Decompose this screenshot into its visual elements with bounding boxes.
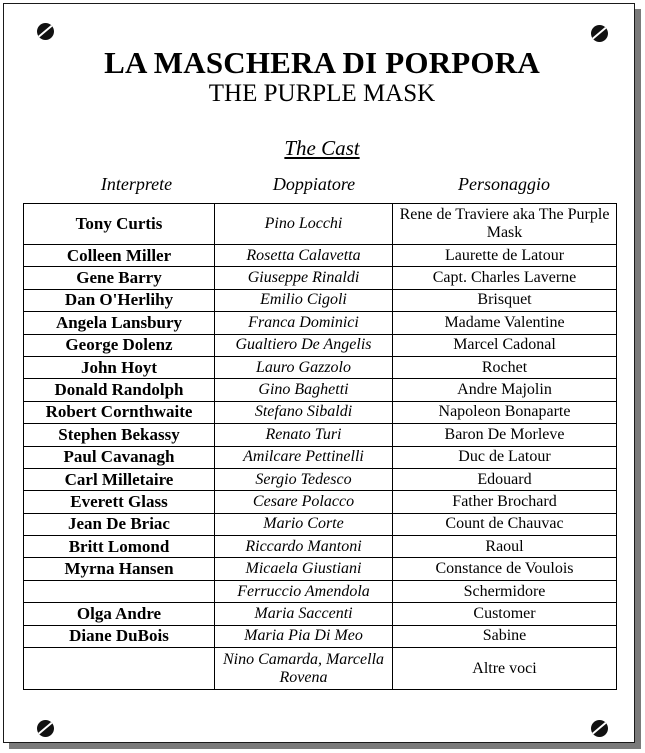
character-cell: Customer bbox=[393, 603, 617, 625]
character-cell: Altre voci bbox=[393, 648, 617, 690]
screw-icon bbox=[591, 25, 608, 42]
character-cell: Constance de Voulois bbox=[393, 558, 617, 580]
actor-cell: Tony Curtis bbox=[24, 204, 215, 245]
table-row bbox=[24, 289, 617, 311]
column-header-interprete: Interprete bbox=[100, 174, 173, 194]
voice-actor-cell: Micaela Giustiani bbox=[215, 558, 393, 580]
table-row bbox=[24, 513, 617, 535]
voice-actor-cell: Renato Turi bbox=[215, 424, 393, 446]
character-cell: Raoul bbox=[393, 536, 617, 558]
actor-cell: Gene Barry bbox=[24, 267, 215, 289]
table-row bbox=[24, 580, 617, 602]
actor-cell: Everett Glass bbox=[24, 491, 215, 513]
table-row bbox=[24, 245, 617, 267]
column-header-doppiatore: Doppiatore bbox=[272, 174, 356, 194]
character-cell: Rene de Traviere aka The Purple Mask bbox=[393, 204, 617, 245]
table-row bbox=[24, 603, 617, 625]
table-row bbox=[24, 204, 617, 245]
table-row bbox=[24, 625, 617, 647]
actor-cell: Myrna Hansen bbox=[24, 558, 215, 580]
voice-actor-cell: Lauro Gazzolo bbox=[215, 356, 393, 378]
actor-cell: Robert Cornthwaite bbox=[24, 401, 215, 423]
character-cell: Laurette de Latour bbox=[393, 245, 617, 267]
voice-actor-cell: Giuseppe Rinaldi bbox=[215, 267, 393, 289]
character-cell: Brisquet bbox=[393, 289, 617, 311]
table-row bbox=[24, 379, 617, 401]
table-row bbox=[24, 267, 617, 289]
voice-actor-cell: Mario Corte bbox=[215, 513, 393, 535]
voice-actor-cell: Cesare Polacco bbox=[215, 491, 393, 513]
character-cell: Count de Chauvac bbox=[393, 513, 617, 535]
screw-icon bbox=[37, 23, 54, 40]
voice-actor-cell: Sergio Tedesco bbox=[215, 468, 393, 490]
table-row bbox=[24, 424, 617, 446]
actor-cell: Angela Lansbury bbox=[24, 312, 215, 334]
table-row bbox=[24, 401, 617, 423]
voice-actor-cell: Maria Saccenti bbox=[215, 603, 393, 625]
actor-cell: Carl Milletaire bbox=[24, 468, 215, 490]
character-cell: Marcel Cadonal bbox=[393, 334, 617, 356]
character-cell: Sabine bbox=[393, 625, 617, 647]
voice-actor-cell: Riccardo Mantoni bbox=[215, 536, 393, 558]
actor-cell: George Dolenz bbox=[24, 334, 215, 356]
cast-table bbox=[23, 203, 617, 690]
character-cell: Madame Valentine bbox=[393, 312, 617, 334]
actor-cell: Jean De Briac bbox=[24, 513, 215, 535]
page-subtitle: THE PURPLE MASK bbox=[208, 80, 436, 107]
voice-actor-cell: Nino Camarda, Marcella Rovena bbox=[215, 648, 393, 690]
voice-actor-cell: Amilcare Pettinelli bbox=[215, 446, 393, 468]
section-heading: The Cast bbox=[284, 136, 360, 160]
character-cell: Edouard bbox=[393, 468, 617, 490]
voice-actor-cell: Gualtiero De Angelis bbox=[215, 334, 393, 356]
voice-actor-cell: Pino Locchi bbox=[215, 204, 393, 245]
voice-actor-cell: Stefano Sibaldi bbox=[215, 401, 393, 423]
character-cell: Rochet bbox=[393, 356, 617, 378]
table-row bbox=[24, 312, 617, 334]
actor-cell: Colleen Miller bbox=[24, 245, 215, 267]
cast-table-body bbox=[24, 204, 617, 690]
table-row bbox=[24, 334, 617, 356]
voice-actor-cell: Gino Baghetti bbox=[215, 379, 393, 401]
actor-cell bbox=[24, 580, 215, 602]
voice-actor-cell: Franca Dominici bbox=[215, 312, 393, 334]
character-cell: Andre Majolin bbox=[393, 379, 617, 401]
actor-cell: Britt Lomond bbox=[24, 536, 215, 558]
table-row bbox=[24, 446, 617, 468]
character-cell: Duc de Latour bbox=[393, 446, 617, 468]
table-row bbox=[24, 558, 617, 580]
table-row bbox=[24, 536, 617, 558]
actor-cell: John Hoyt bbox=[24, 356, 215, 378]
column-header-personaggio: Personaggio bbox=[458, 174, 550, 194]
actor-cell: Dan O'Herlihy bbox=[24, 289, 215, 311]
character-cell: Napoleon Bonaparte bbox=[393, 401, 617, 423]
character-cell: Baron De Morleve bbox=[393, 424, 617, 446]
actor-cell: Diane DuBois bbox=[24, 625, 215, 647]
cast-plaque bbox=[3, 3, 635, 743]
voice-actor-cell: Rosetta Calavetta bbox=[215, 245, 393, 267]
table-row bbox=[24, 648, 617, 690]
character-cell: Schermidore bbox=[393, 580, 617, 602]
actor-cell: Stephen Bekassy bbox=[24, 424, 215, 446]
voice-actor-cell: Emilio Cigoli bbox=[215, 289, 393, 311]
actor-cell bbox=[24, 648, 215, 690]
table-row bbox=[24, 491, 617, 513]
screw-icon bbox=[37, 720, 54, 737]
character-cell: Father Brochard bbox=[393, 491, 617, 513]
screw-icon bbox=[591, 720, 608, 737]
voice-actor-cell: Ferruccio Amendola bbox=[215, 580, 393, 602]
page-title: LA MASCHERA DI PORPORA bbox=[104, 45, 540, 80]
table-row bbox=[24, 356, 617, 378]
character-cell: Capt. Charles Laverne bbox=[393, 267, 617, 289]
voice-actor-cell: Maria Pia Di Meo bbox=[215, 625, 393, 647]
table-row bbox=[24, 468, 617, 490]
actor-cell: Donald Randolph bbox=[24, 379, 215, 401]
actor-cell: Olga Andre bbox=[24, 603, 215, 625]
actor-cell: Paul Cavanagh bbox=[24, 446, 215, 468]
